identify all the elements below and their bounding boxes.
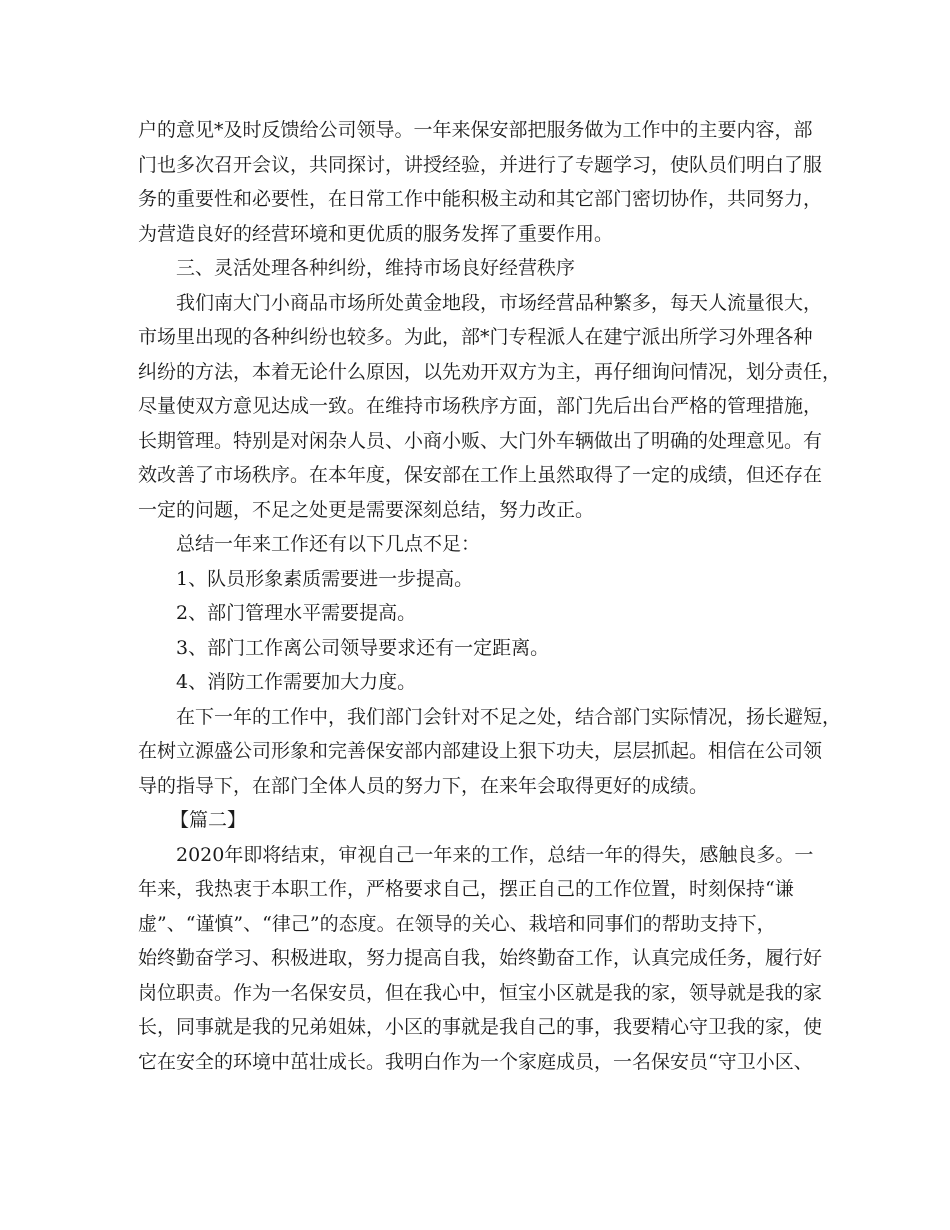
paragraph-line: 尽量使双方意见达成一致。在维持市场秩序方面，部门先后出台严格的管理措施， [138,395,823,417]
paragraph-line: 市场里出现的各种纠纷也较多。为此，部*门专程派人在建宁派出所学习外理各种 [138,326,813,348]
paragraph-line: 2020年即将结束，审视自己一年来的工作，总结一年的得失，感触良多。一 [176,843,814,866]
paragraph-line: 始终勤奋学习、积极进取，努力提高自我，始终勤奋工作，认真完成任务，履行好 [138,947,823,969]
section-heading: 三、灵活处理各种纠纷，维持市场良好经营秩序 [176,257,576,279]
list-item: 4、消防工作需要加大力度。 [176,671,417,693]
list-item: 2、部门管理水平需要提高。 [176,602,417,624]
paragraph-line: 总结一年来工作还有以下几点不足： [176,533,481,555]
paragraph-line: 长期管理。特别是对闲杂人员、小商小贩、大门外车辆做出了明确的处理意见。有 [138,429,823,452]
paragraph-line: 它在安全的环境中茁壮成长。我明白作为一个家庭成员，一名保安员“守卫小区、 [138,1050,813,1073]
paragraph-line: 我们南大门小商品市场所处黄金地段，市场经营品种繁多，每天人流量很大， [176,291,823,314]
paragraph-line: 为营造良好的经营环境和更优质的服务发挥了重要作用。 [138,222,614,245]
paragraph-line: 纠纷的方法，本着无论什么原因，以先劝开双方为主，再仔细询问情况，划分责任， [138,360,842,383]
paragraph-line: 务的重要性和必要性，在日常工作中能积极主动和其它部门密切协作，共同努力， [138,188,823,210]
paragraph-line: 户的意见*及时反馈给公司领导。一年来保安部把服务做为工作中的主要内容，部 [138,119,813,141]
list-item: 3、部门工作离公司领导要求还有一定距离。 [176,636,550,659]
paragraph-line: 长，同事就是我的兄弟姐妹，小区的事就是我自己的事，我要精心守卫我的家，使 [138,1016,823,1038]
paragraph-line: 在树立源盛公司形象和完善保安部内部建设上狠下功夫，层层抓起。相信在公司领 [138,740,823,762]
paragraph-line: 虚”、“谨慎”、“律己”的态度。在领导的关心、栽培和同事们的帮助支持下， [138,912,776,935]
paragraph-line: 导的指导下，在部门全体人员的努力下，在来年会取得更好的成绩。 [138,774,709,797]
list-item: 1、队员形象素质需要进一步提高。 [176,567,474,590]
paragraph-line: 门也多次召开会议，共同探讨，讲授经验，并进行了专题学习，使队员们明白了服 [138,153,823,176]
paragraph-line: 在下一年的工作中，我们部门会针对不足之处，结合部门实际情况，扬长避短， [176,705,842,728]
paragraph-line: 年来，我热衷于本职工作，严格要求自己，摆正自己的工作位置，时刻保持“谦 [138,878,794,900]
paragraph-line: 一定的问题，不足之处更是需要深刻总结，努力改正。 [138,498,595,521]
paragraph-line: 岗位职责。作为一名保安员，但在我心中，恒宝小区就是我的家，领导就是我的家 [138,981,823,1004]
document-body [138,113,842,1079]
section-title: 【篇二】 [170,809,247,831]
paragraph-line: 效改善了市场秩序。在本年度，保安部在工作上虽然取得了一定的成绩，但还存在 [138,464,823,486]
